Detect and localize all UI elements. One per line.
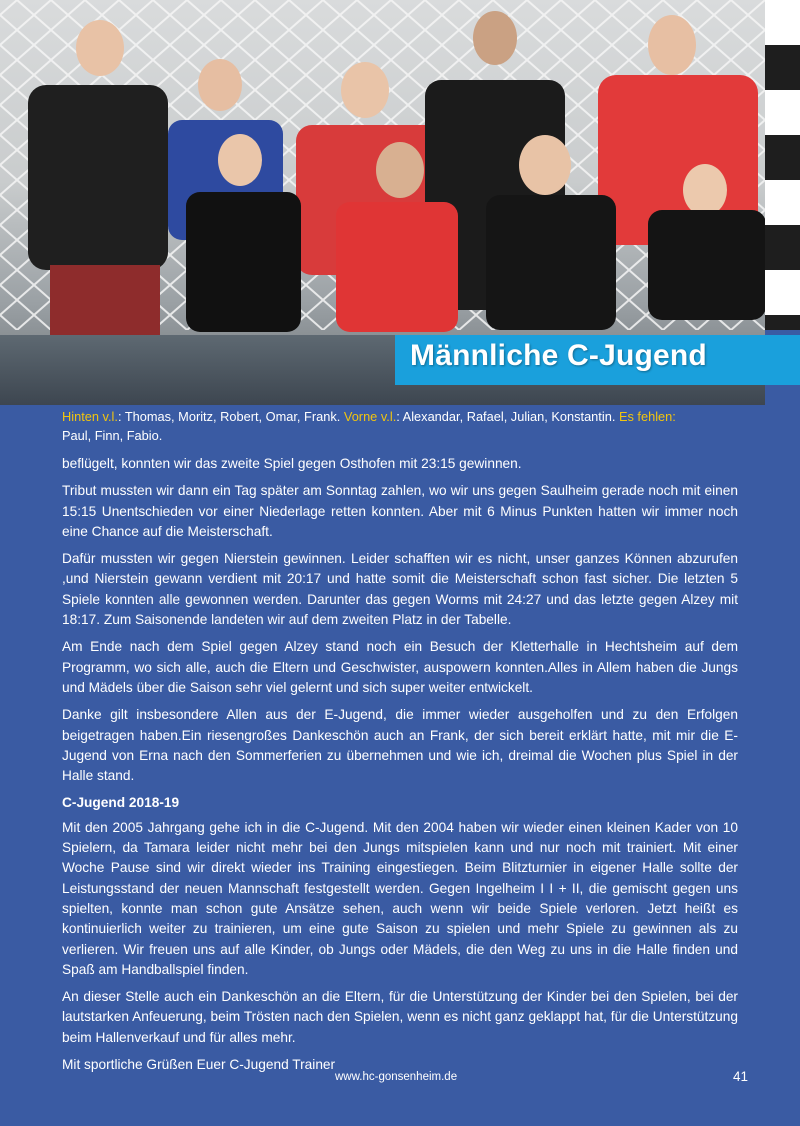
- paragraph: Danke gilt insbesondere Allen aus der E-Jugend, die immer wieder ausgeholfen und zu den Erfolgen beigetragen haben.Ein riesengroßes Dankeschön auch an Frank, der sich bereit erklärt hatte, mit mir die E-Jugend von Erna nach den Sommerferien zu übernehmen und wie ich, dreimal die Wochen plus Spiel in der Halle stand.: [62, 707, 738, 784]
- page-number: 41: [733, 1069, 749, 1084]
- paragraph: beflügelt, konnten wir das zweite Spiel gegen Osthofen mit 23:15 gewinnen.: [62, 456, 522, 471]
- caption-back-names: : Thomas, Moritz, Robert, Omar, Frank.: [117, 409, 344, 424]
- article-body: [62, 454, 738, 1082]
- caption-missing-label: Es fehlen:: [618, 409, 676, 424]
- paragraph: Tribut mussten wir dann ein Tag später am Sonntag zahlen, wo wir uns gegen Saulheim gerade noch mit einen 15:15 Unentschieden vor einer Niederlage retten konnten. Aber mit 6 Minus Punkten hatten wir immer noch eine Chance auf die Meisterschaft.: [62, 483, 738, 539]
- paragraph: An dieser Stelle auch ein Dankeschön an die Eltern, für die Unterstützung der Kinder bei den Spielen, bei der lautstarken Anfeuerung, beim Trösten nach den Spielen, wenn es nicht ganz geklappt hat, für die Unterstützung beim Hallenverkauf und für alles mehr.: [62, 989, 738, 1045]
- caption-back-label: Hinten v.l.: [62, 409, 118, 424]
- caption-front-label: Vorne v.l.: [343, 409, 397, 424]
- footer-url: www.hc-gonsenheim.de: [335, 1071, 458, 1083]
- photo-caption: [62, 407, 742, 445]
- paragraph: Dafür mussten wir gegen Nierstein gewinnen. Leider schafften wir es nicht, unser ganzes Können abzurufen ,und Nierstein gewann verdient mit 20:17 und hatte somit die Meisterschaft schon fast sicher. Die letzten 5 Spiele konnten alle gewonnen werden. Darunter das gegen Worms mit 24:27 und das letzte gegen Alzey mit 18:17. Zum Saisonende landeten wir auf dem zweiten Platz in der Tabelle.: [62, 551, 738, 628]
- caption-front-names: : Alexandar, Rafael, Julian, Konstantin.: [396, 409, 619, 424]
- page-title: Männliche C-Jugend: [410, 339, 707, 372]
- signature-line: Mit sportliche Grüßen Euer C-Jugend Trainer: [62, 1057, 336, 1073]
- goal-post-stripe: [765, 0, 800, 330]
- section-heading: C-Jugend 2018-19: [62, 795, 180, 811]
- paragraph: Mit den 2005 Jahrgang gehe ich in die C-Jugend. Mit den 2004 haben wir wieder einen kleinen Kader von 10 Spielern, da Tamara leider nicht mehr bei den Jungs mitspielen kann und nur noch mit trainiert. Mit einer Woche Pause sind wir direkt wieder ins Training eingestiegen. Beim Blitzturnier in eigener Halle sollte der Leistungsstand der neuen Mannschaft festgestellt werden. Gegen Ingelheim I I + II, die gemischt gegen uns spielten, konnte man schon gute Ansätze sehen, auch wenn wir beide Spiele verloren. Jetzt heißt es kontinuierlich weiter zu trainieren, um eine gute Saison zu spielen und mehr Spiele zu gewinnen als zu verlieren. Wir freuen uns auf alle Kinder, ob Jungs oder Mädels, die den Weg zu uns in die Halle finden und Spaß am Handballspiel finden.: [62, 819, 738, 977]
- caption-missing-names: Paul, Finn, Fabio.: [62, 428, 163, 443]
- paragraph: Am Ende nach dem Spiel gegen Alzey stand noch ein Besuch der Kletterhalle in Hechtsheim auf dem Programm, wo sich alle, auch die Eltern und Geschwister, auspowern konnten.Alles in Allem haben die Jungs und Mädels über die Saison sehr viel gelernt und sich super weiter entwickelt.: [62, 639, 738, 695]
